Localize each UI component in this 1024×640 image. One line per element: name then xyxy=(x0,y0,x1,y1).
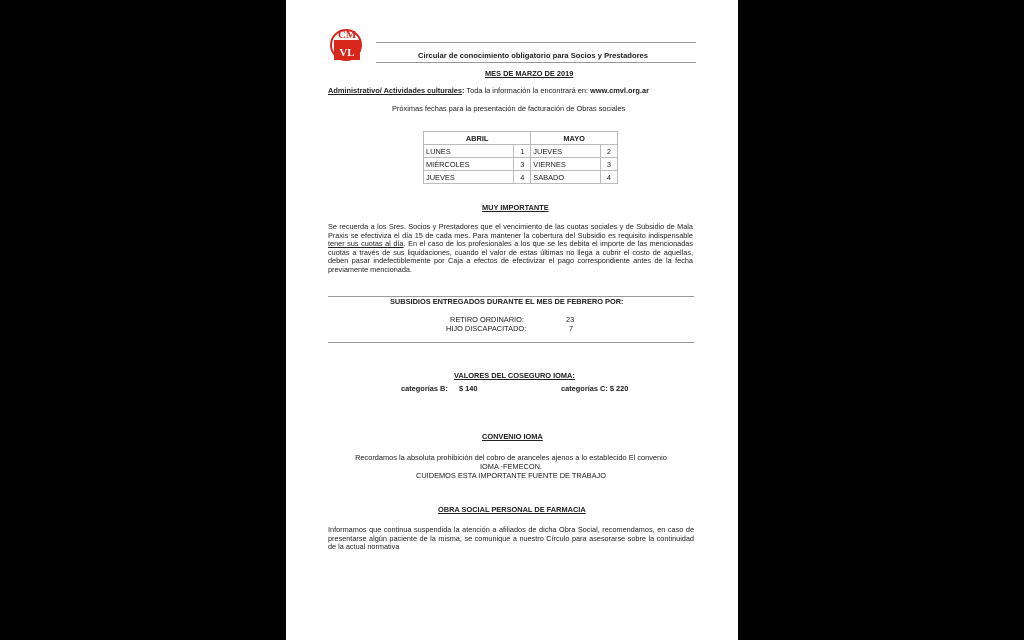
subsidies-heading: SUBSIDIOS ENTREGADOS DURANTE EL MES DE FEBRERO POR: xyxy=(390,297,624,306)
coseguro-b-value: $ 140 xyxy=(459,384,478,393)
circular-title: Circular de conocimiento obligatorio para Socios y Prestadores xyxy=(418,51,648,60)
month-header-may: MAYO xyxy=(531,132,618,145)
farmacia-paragraph: Informamos que continua suspendida la atención a afiliados de dicha Obra Social, recomendamos, en caso de presentarse algún paciente de la misma, se comunique a nuestro Círculo para asesorarse sobre la continuidad de la actual normativa xyxy=(328,525,694,551)
table-cell: SABADO xyxy=(531,171,601,184)
header-rule-top xyxy=(376,42,696,43)
admin-label: Administrativo/ Actividades culturales xyxy=(328,86,463,95)
table-cell: JUEVES xyxy=(531,145,601,158)
admin-line: Administrativo/ Actividades culturales: Toda la información la encontrará en: www.cmvl.org.ar xyxy=(328,86,649,95)
table-cell: 4 xyxy=(600,171,617,184)
subsidies-rule-bottom xyxy=(328,342,694,343)
table-cell: 1 xyxy=(514,145,531,158)
svg-text:CM: CM xyxy=(337,29,357,41)
cmvl-logo xyxy=(330,28,364,64)
table-cell: MIÉRCOLES xyxy=(424,158,514,171)
table-header-row xyxy=(424,132,618,145)
dates-table xyxy=(423,131,618,184)
subsidy-value: 23 xyxy=(566,315,575,324)
month-header-april: ABRIL xyxy=(424,132,531,145)
table-row xyxy=(424,171,618,184)
subsidy-label: HIJO DISCAPACITADO: xyxy=(446,324,527,333)
table-cell: 2 xyxy=(600,145,617,158)
svg-text:VL: VL xyxy=(339,47,355,59)
farmacia-heading: OBRA SOCIAL PERSONAL DE FARMACIA xyxy=(438,505,586,514)
coseguro-c: categorías C: $ 220 xyxy=(561,384,629,393)
document-page xyxy=(286,0,738,640)
table-row xyxy=(424,158,618,171)
dates-intro: Próximas fechas para la presentación de facturación de Obras sociales xyxy=(392,104,626,113)
table-cell: JUEVES xyxy=(424,171,514,184)
coseguro-heading: VALORES DEL COSEGURO IOMA: xyxy=(454,371,575,380)
important-heading: MUY IMPORTANTE xyxy=(482,203,549,212)
important-paragraph: Se recuerda a los Sres. Socios y Prestadores que el vencimiento de las cuotas sociales y de Subsidio de Mala Praxis se efectiviza el día 15 de cada mes. Para mantener la cobertura del Subsidio es requisito indispensable tener sus cuotas al día. En el caso de los profesionales a los que se les debita el importe de las mencionadas cuotas a través de sus liquidaciones, cuando el valor de estas últimas no llega a cubrir el costo de aquellas, deben pasar indefectiblemente por Caja a efectos de efectivizar el pago correspondiente antes de la fecha previamente mencionada. xyxy=(328,222,693,274)
subsidy-value: 7 xyxy=(569,324,574,333)
table-cell: VIERNES xyxy=(531,158,601,171)
table-cell: LUNES xyxy=(424,145,514,158)
subsidy-label: RETIRO ORDINARIO: xyxy=(450,315,524,324)
table-cell: 3 xyxy=(600,158,617,171)
coseguro-b-label: categorías B: xyxy=(401,384,448,393)
admin-text: Toda la información la encontrará en: xyxy=(464,86,591,95)
table-cell: 3 xyxy=(514,158,531,171)
convenio-line-2: IOMA -FEMECON. xyxy=(479,462,542,471)
table-cell: 4 xyxy=(514,171,531,184)
header-rule-bottom xyxy=(376,62,696,63)
month-heading: MES DE MARZO DE 2019 xyxy=(485,69,574,78)
table-row xyxy=(424,145,618,158)
convenio-line-1: Recordamos la absoluta prohibición del cobro de aranceles ajenos a lo establecido El convenio xyxy=(355,453,667,462)
convenio-heading: CONVENIO IOMA xyxy=(482,432,543,441)
website-link[interactable]: www.cmvl.org.ar xyxy=(590,86,649,95)
underlined-text: tener sus cuotas al día xyxy=(328,239,404,248)
convenio-line-3: CUIDEMOS ESTA IMPORTANTE FUENTE DE TRABAJO xyxy=(416,471,606,480)
